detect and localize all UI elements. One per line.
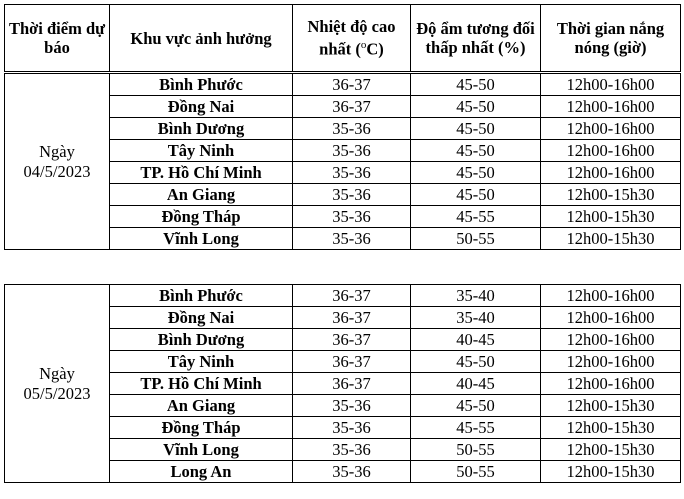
forecast-day2-table: [4, 284, 681, 483]
humidity-cell: 35-40: [411, 285, 541, 307]
heat-time-cell: 12h00-15h30: [541, 228, 681, 250]
forecast-date-label: Ngày: [39, 363, 75, 383]
region-cell: An Giang: [110, 395, 293, 417]
region-cell: Bình Dương: [110, 118, 293, 140]
forecast-header-table: [4, 4, 681, 72]
humidity-cell: 50-55: [411, 228, 541, 250]
forecast-date: [5, 74, 110, 250]
heat-time-cell: 12h00-15h30: [541, 439, 681, 461]
header-temp-unit: C): [366, 39, 384, 59]
heat-time-cell: 12h00-16h00: [541, 329, 681, 351]
heat-time-cell: 12h00-16h00: [541, 373, 681, 395]
region-cell: Tây Ninh: [110, 351, 293, 373]
table-row: [5, 74, 681, 96]
humidity-cell: 45-50: [411, 162, 541, 184]
humidity-cell: 45-50: [411, 184, 541, 206]
region-cell: Tây Ninh: [110, 140, 293, 162]
region-cell: Đồng Tháp: [110, 206, 293, 228]
temperature-cell: 35-36: [293, 461, 411, 483]
region-cell: Bình Phước: [110, 285, 293, 307]
header-heat-duration: Thời gian nắng nóng (giờ): [541, 5, 681, 72]
heat-time-cell: 12h00-15h30: [541, 461, 681, 483]
temperature-cell: 36-37: [293, 307, 411, 329]
temperature-cell: 36-37: [293, 96, 411, 118]
humidity-cell: 40-45: [411, 329, 541, 351]
header-max-temperature: [293, 5, 411, 72]
region-cell: Đồng Nai: [110, 307, 293, 329]
humidity-cell: 45-50: [411, 96, 541, 118]
humidity-cell: 50-55: [411, 439, 541, 461]
humidity-cell: 45-50: [411, 395, 541, 417]
region-cell: Bình Phước: [110, 74, 293, 96]
humidity-cell: 45-55: [411, 417, 541, 439]
forecast-date-value: 05/5/2023: [23, 383, 91, 403]
header-temp-text: Nhiệt độ cao nhất (: [307, 17, 396, 59]
heat-time-cell: 12h00-15h30: [541, 395, 681, 417]
temperature-cell: 35-36: [293, 206, 411, 228]
temperature-cell: 36-37: [293, 351, 411, 373]
temperature-cell: 35-36: [293, 439, 411, 461]
heat-time-cell: 12h00-15h30: [541, 184, 681, 206]
temperature-cell: 35-36: [293, 162, 411, 184]
header-affected-region: Khu vực ảnh hưởng: [110, 5, 293, 72]
humidity-cell: 45-50: [411, 74, 541, 96]
temperature-cell: 36-37: [293, 329, 411, 351]
region-cell: Vĩnh Long: [110, 228, 293, 250]
heat-time-cell: 12h00-16h00: [541, 351, 681, 373]
heat-time-cell: 12h00-16h00: [541, 96, 681, 118]
region-cell: Đồng Nai: [110, 96, 293, 118]
region-cell: Bình Dương: [110, 329, 293, 351]
forecast-date: [5, 285, 110, 483]
heat-time-cell: 12h00-16h00: [541, 307, 681, 329]
forecast-date-label: Ngày: [39, 141, 75, 161]
heat-time-cell: 12h00-16h00: [541, 74, 681, 96]
forecast-date-value: 04/5/2023: [23, 161, 91, 181]
temperature-cell: 35-36: [293, 395, 411, 417]
humidity-cell: 40-45: [411, 373, 541, 395]
temperature-cell: 35-36: [293, 184, 411, 206]
heat-time-cell: 12h00-16h00: [541, 118, 681, 140]
heat-time-cell: 12h00-16h00: [541, 162, 681, 184]
heat-time-cell: 12h00-15h30: [541, 206, 681, 228]
temperature-cell: 35-36: [293, 417, 411, 439]
region-cell: Long An: [110, 461, 293, 483]
humidity-cell: 45-50: [411, 140, 541, 162]
temperature-cell: 35-36: [293, 228, 411, 250]
degree-symbol: o: [360, 39, 367, 52]
region-cell: Vĩnh Long: [110, 439, 293, 461]
header-row: [5, 5, 681, 72]
humidity-cell: 35-40: [411, 307, 541, 329]
forecast-day1-table: [4, 73, 681, 250]
humidity-cell: 45-55: [411, 206, 541, 228]
header-forecast-time: Thời điểm dự báo: [5, 5, 110, 72]
temperature-cell: 36-37: [293, 285, 411, 307]
temperature-cell: 35-36: [293, 140, 411, 162]
heat-time-cell: 12h00-16h00: [541, 140, 681, 162]
region-cell: An Giang: [110, 184, 293, 206]
region-cell: Đồng Tháp: [110, 417, 293, 439]
heat-time-cell: 12h00-15h30: [541, 417, 681, 439]
humidity-cell: 50-55: [411, 461, 541, 483]
header-min-humidity: Độ ẩm tương đối thấp nhất (%): [411, 5, 541, 72]
temperature-cell: 36-37: [293, 74, 411, 96]
temperature-cell: 36-37: [293, 373, 411, 395]
region-cell: TP. Hồ Chí Minh: [110, 373, 293, 395]
heat-time-cell: 12h00-16h00: [541, 285, 681, 307]
temperature-cell: 35-36: [293, 118, 411, 140]
humidity-cell: 45-50: [411, 118, 541, 140]
table-row: [5, 285, 681, 307]
region-cell: TP. Hồ Chí Minh: [110, 162, 293, 184]
humidity-cell: 45-50: [411, 351, 541, 373]
